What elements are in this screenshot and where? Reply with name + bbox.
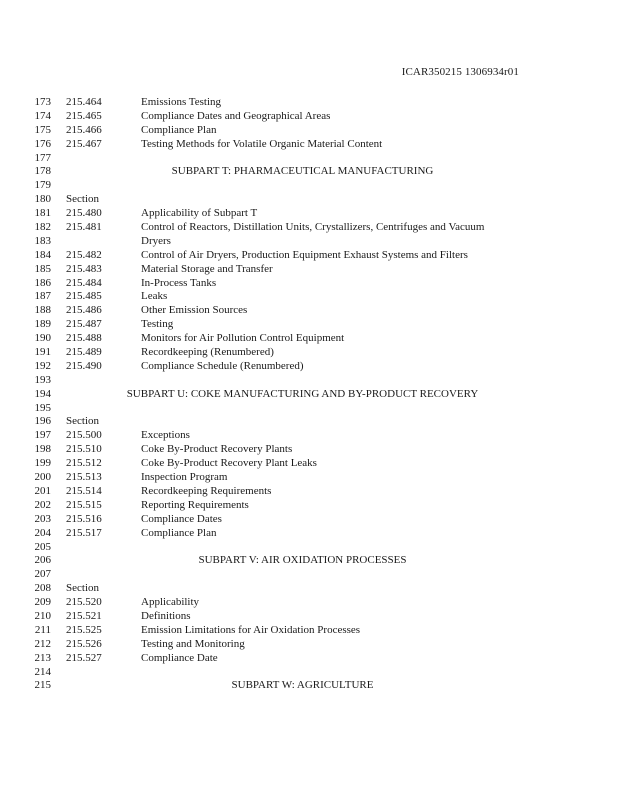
document-line	[0, 207, 618, 221]
subpart-heading: SUBPART U: COKE MANUFACTURING AND BY-PRODUCT RECOVERY	[126, 387, 479, 400]
document-line	[0, 582, 618, 596]
line-number: 207	[34, 568, 51, 581]
line-number: 215	[34, 679, 51, 692]
section-title: Inspection Program	[141, 471, 228, 484]
document-line	[0, 318, 618, 332]
section-title: Material Storage and Transfer	[141, 262, 273, 275]
section-title: Other Emission Sources	[141, 304, 248, 317]
document-line	[0, 152, 618, 166]
section-number: 215.481	[66, 221, 102, 234]
document-line	[0, 110, 618, 124]
section-number: 215.464	[66, 96, 102, 108]
line-number: 201	[34, 484, 51, 497]
numbered-lines	[0, 96, 618, 693]
section-title: Compliance Date	[141, 651, 218, 664]
section-title: Compliance Plan	[141, 123, 217, 136]
section-column-label: Section	[66, 582, 99, 595]
section-number: 215.480	[66, 207, 102, 220]
line-number: 211	[34, 623, 51, 636]
line-number: 208	[34, 582, 51, 595]
subpart-heading-line	[0, 388, 618, 402]
document-line	[0, 443, 618, 457]
section-number: 215.514	[66, 484, 102, 497]
section-number: 215.516	[66, 512, 102, 525]
section-title: Control of Air Dryers, Production Equipment Exhaust Systems and Filters	[141, 248, 468, 261]
section-title: Testing	[141, 318, 174, 331]
document-line	[0, 652, 618, 666]
document-line	[0, 624, 618, 638]
section-title: Recordkeeping Requirements	[141, 484, 272, 497]
document-line	[0, 402, 618, 416]
line-number: 197	[34, 429, 51, 442]
document-line	[0, 457, 618, 471]
section-title: Reporting Requirements	[141, 498, 249, 511]
document-line	[0, 541, 618, 555]
section-title: Dryers	[141, 234, 171, 247]
section-title: Compliance Dates and Geographical Areas	[141, 109, 331, 122]
line-number: 177	[34, 151, 51, 164]
document-line	[0, 360, 618, 374]
document-line	[0, 527, 618, 541]
document-line	[0, 290, 618, 304]
section-number: 215.490	[66, 359, 102, 372]
section-title: Testing Methods for Volatile Organic Material Content	[141, 137, 383, 150]
line-number: 183	[34, 234, 51, 247]
section-number: 215.515	[66, 498, 102, 511]
section-title: Applicability of Subpart T	[141, 207, 258, 220]
line-number: 188	[34, 304, 51, 317]
document-line	[0, 138, 618, 152]
line-number: 184	[34, 248, 51, 261]
line-number: 179	[34, 179, 51, 192]
document-id: ICAR350215 1306934r01	[401, 66, 519, 78]
document-line	[0, 568, 618, 582]
section-number: 215.525	[66, 623, 102, 636]
section-title: Monitors for Air Pollution Control Equipment	[141, 332, 345, 345]
line-number: 203	[34, 512, 51, 525]
document-line	[0, 179, 618, 193]
line-number: 185	[34, 262, 51, 275]
section-number: 215.466	[66, 123, 102, 136]
line-number: 191	[34, 346, 51, 359]
section-number: 215.510	[66, 443, 102, 456]
section-number: 215.513	[66, 471, 102, 484]
line-number: 190	[34, 332, 51, 345]
document-line	[0, 249, 618, 263]
subpart-heading-line	[0, 554, 618, 568]
document-line	[0, 610, 618, 624]
line-number: 181	[34, 207, 51, 220]
subpart-heading-line	[0, 679, 618, 693]
section-title: Emissions Testing	[141, 96, 222, 108]
section-title: Compliance Plan	[141, 526, 217, 539]
document-line	[0, 415, 618, 429]
section-column-label: Section	[66, 193, 99, 206]
document-line	[0, 263, 618, 277]
section-title: In-Process Tanks	[141, 276, 217, 289]
line-number: 186	[34, 276, 51, 289]
section-title: Compliance Dates	[141, 512, 222, 525]
section-title: Control of Reactors, Distillation Units, Crystallizers, Centrifuges and Vacuum	[141, 221, 485, 234]
section-number: 215.482	[66, 248, 102, 261]
section-title: Leaks	[141, 290, 168, 303]
line-number: 174	[34, 109, 51, 122]
subpart-heading: SUBPART T: PHARMACEUTICAL MANUFACTURING	[171, 165, 434, 178]
document-line	[0, 193, 618, 207]
line-number: 176	[34, 137, 51, 150]
section-title: Recordkeeping (Renumbered)	[141, 346, 274, 359]
document-line	[0, 221, 618, 235]
line-number: 214	[34, 665, 51, 678]
document-line	[0, 374, 618, 388]
line-number: 192	[34, 359, 51, 372]
line-number: 173	[34, 96, 51, 108]
line-number: 178	[34, 165, 51, 178]
subpart-heading: SUBPART W: AGRICULTURE	[231, 679, 374, 692]
line-number: 200	[34, 471, 51, 484]
section-number: 215.465	[66, 109, 102, 122]
line-number: 206	[34, 554, 51, 567]
line-number: 202	[34, 498, 51, 511]
section-number: 215.512	[66, 457, 102, 470]
line-number: 180	[34, 193, 51, 206]
document-line	[0, 96, 618, 110]
section-number: 215.486	[66, 304, 102, 317]
document-line	[0, 235, 618, 249]
line-number: 182	[34, 221, 51, 234]
document-line	[0, 485, 618, 499]
section-title: Definitions	[141, 609, 191, 622]
line-number: 213	[34, 651, 51, 664]
document-line	[0, 429, 618, 443]
section-number: 215.526	[66, 637, 102, 650]
section-number: 215.500	[66, 429, 102, 442]
document-line	[0, 499, 618, 513]
section-number: 215.520	[66, 596, 102, 609]
line-number: 175	[34, 123, 51, 136]
line-number: 187	[34, 290, 51, 303]
section-number: 215.489	[66, 346, 102, 359]
section-title: Emission Limitations for Air Oxidation Processes	[141, 623, 361, 636]
section-title: Testing and Monitoring	[141, 637, 245, 650]
document-line	[0, 666, 618, 680]
section-number: 215.517	[66, 526, 102, 539]
section-title: Coke By-Product Recovery Plant Leaks	[141, 457, 317, 470]
document-line	[0, 124, 618, 138]
line-number: 199	[34, 457, 51, 470]
line-number: 210	[34, 609, 51, 622]
line-number: 196	[34, 415, 51, 428]
line-number: 205	[34, 540, 51, 553]
section-column-label: Section	[66, 415, 99, 428]
section-number: 215.487	[66, 318, 102, 331]
document-line	[0, 304, 618, 318]
subpart-heading-line	[0, 165, 618, 179]
line-number: 198	[34, 443, 51, 456]
section-number: 215.467	[66, 137, 102, 150]
document-line	[0, 513, 618, 527]
subpart-heading: SUBPART V: AIR OXIDATION PROCESSES	[198, 554, 407, 567]
section-number: 215.488	[66, 332, 102, 345]
section-number: 215.483	[66, 262, 102, 275]
line-number: 204	[34, 526, 51, 539]
section-title: Exceptions	[141, 429, 190, 442]
document-line	[0, 277, 618, 291]
section-title: Compliance Schedule (Renumbered)	[141, 359, 304, 372]
line-number: 189	[34, 318, 51, 331]
section-number: 215.484	[66, 276, 102, 289]
section-title: Coke By-Product Recovery Plants	[141, 443, 293, 456]
document-line	[0, 638, 618, 652]
line-number: 193	[34, 373, 51, 386]
line-number: 212	[34, 637, 51, 650]
section-number: 215.485	[66, 290, 102, 303]
section-number: 215.521	[66, 609, 102, 622]
document-line	[0, 346, 618, 360]
line-number: 194	[34, 387, 51, 400]
line-number: 209	[34, 596, 51, 609]
section-number: 215.527	[66, 651, 102, 664]
document-line	[0, 471, 618, 485]
document-line	[0, 332, 618, 346]
section-title: Applicability	[141, 596, 200, 609]
line-number: 195	[34, 401, 51, 414]
document-line	[0, 596, 618, 610]
